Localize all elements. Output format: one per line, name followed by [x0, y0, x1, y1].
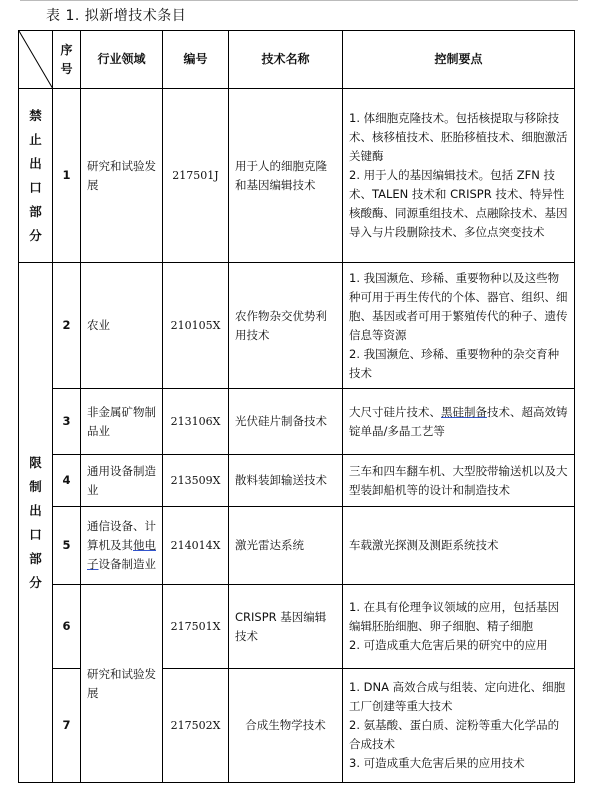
row-points: 车载激光探测及测距系统技术 — [343, 507, 575, 585]
row-points: 1. 我国濒危、珍稀、重要物种以及这些物种可用于再生传代的个体、器官、组织、细胞、基因或者可用于繁殖传代的种子、遗传信息等资源 2. 我国濒危、珍稀、重要物种的杂交育种技术 — [343, 263, 575, 389]
header-code: 编号 — [163, 31, 229, 89]
row-points: 1. 体细胞克隆技术。包括核提取与移除技术、核移植技术、胚胎移植技术、细胞激活关键酶 2. 用于人的基因编辑技术。包括 ZFN 技术、TALEN 技术和 CRISPR 技术、特异性核酸酶、同源重组技术、点融除技术、基因导入与片段删除技术、多位点突变技术 — [343, 89, 575, 263]
diagonal-header-cell — [19, 31, 53, 89]
row-industry: 通用设备制造业 — [81, 455, 163, 507]
diagonal-line — [19, 31, 53, 89]
row-name: 合成生物学技术 — [229, 669, 343, 783]
row-name: 激光雷达系统 — [229, 507, 343, 585]
row-name: 散料装卸输送技术 — [229, 455, 343, 507]
row-industry: 研究和试验发展 — [81, 89, 163, 263]
table-caption: 表 1. 拟新增技术条目 — [46, 8, 187, 24]
row-code: 217502X — [163, 669, 229, 783]
table-row — [19, 89, 575, 263]
row-points: 三车和四车翻车机、大型胶带输送机以及大型装卸船机等的设计和制造技术 — [343, 455, 575, 507]
header-industry: 行业领域 — [81, 31, 163, 89]
header-points: 控制要点 — [343, 31, 575, 89]
header-seq: 序号 — [53, 31, 81, 89]
row-points: 1. 在具有伦理争议领域的应用，包括基因编辑胚胎细胞、卵子细胞、精子细胞 2. 可造成重大危害后果的研究中的应用 — [343, 585, 575, 669]
row-name: 用于人的细胞克隆和基因编辑技术 — [229, 89, 343, 263]
table-row — [19, 585, 575, 669]
row-name: CRISPR 基因编辑技术 — [229, 585, 343, 669]
row-seq: 1 — [53, 89, 81, 263]
row-code: 213509X — [163, 455, 229, 507]
row-industry: 农业 — [81, 263, 163, 389]
table-row — [19, 455, 575, 507]
row-seq: 6 — [53, 585, 81, 669]
row-seq: 3 — [53, 389, 81, 455]
row-industry: 通信设备、计算机及其他电子设备制造业 — [81, 507, 163, 585]
row-code: 213106X — [163, 389, 229, 455]
row-code: 217501J — [163, 89, 229, 263]
section-restricted: 限制出口部分 — [19, 263, 53, 783]
row-code: 210105X — [163, 263, 229, 389]
row-industry: 非金属矿物制品业 — [81, 389, 163, 455]
row-seq: 2 — [53, 263, 81, 389]
header-row — [19, 31, 575, 89]
table-row — [19, 389, 575, 455]
link-electronics[interactable]: 电子 — [87, 538, 156, 571]
row-name: 农作物杂交优势利用技术 — [229, 263, 343, 389]
table-row — [19, 263, 575, 389]
row-seq: 4 — [53, 455, 81, 507]
link-black-silicon[interactable]: 黑硅制备 — [441, 404, 487, 419]
row-points: 1. DNA 高效合成与组装、定向进化、细胞工厂创建等重大技术 2. 氨基酸、蛋白质、淀粉等重大化学品的合成技术 3. 可造成重大危害后果的应用技术 — [343, 669, 575, 783]
technology-table — [18, 30, 575, 783]
row-points: 大尺寸硅片技术、黑硅制备技术、超高效铸锭单晶/多晶工艺等 — [343, 389, 575, 455]
link-other[interactable]: 他 — [133, 538, 145, 552]
row-seq: 5 — [53, 507, 81, 585]
row-industry-merged: 研究和试验发展 — [81, 585, 163, 783]
section-prohibited: 禁止出口部分 — [19, 89, 53, 263]
top-rule — [20, 0, 578, 1]
header-name: 技术名称 — [229, 31, 343, 89]
row-seq: 7 — [53, 669, 81, 783]
table-row — [19, 507, 575, 585]
row-code: 217501X — [163, 585, 229, 669]
row-name: 光伏硅片制备技术 — [229, 389, 343, 455]
row-code: 214014X — [163, 507, 229, 585]
